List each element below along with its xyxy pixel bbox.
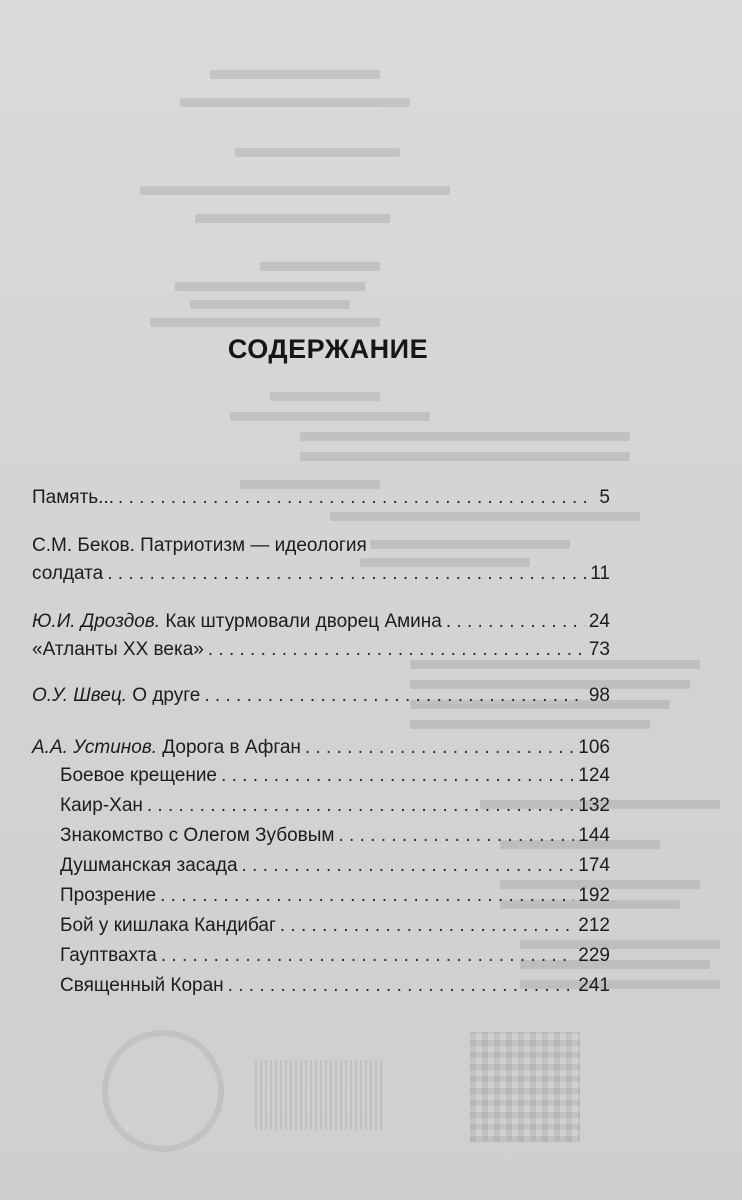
- toc-sub-entry-page: 132: [578, 795, 610, 816]
- toc-leader: [305, 736, 574, 760]
- toc-entry-page: 24: [588, 611, 610, 632]
- toc-sub-entry-page: 241: [578, 975, 610, 996]
- toc-sub-entry-title: Боевое крещение: [60, 765, 218, 786]
- page-title: СОДЕРЖАНИЕ: [227, 334, 429, 364]
- toc-sub-entry-title: Священный Коран: [60, 975, 224, 996]
- toc-leader: [204, 684, 585, 708]
- toc-entry: [32, 684, 610, 708]
- toc-entry: [32, 736, 610, 760]
- toc-entry-title: «Атланты XX века»: [32, 639, 204, 660]
- toc-entry: [32, 610, 610, 634]
- toc-sub-entry-title: Прозрение: [60, 885, 157, 906]
- toc-entry: [32, 638, 610, 662]
- toc-entry-page: 106: [578, 737, 610, 758]
- toc-sub-entry-title: Знакомство с Олегом Зубовым: [60, 825, 335, 846]
- toc-sub-entry-title: Бой у кишлака Кандибаг: [60, 915, 276, 936]
- toc-entry: [32, 486, 610, 510]
- toc-entry-title: Как штурмовали дворец Амина: [160, 611, 442, 632]
- toc-leader: [147, 794, 574, 818]
- toc-entry-page: 5: [599, 487, 610, 508]
- toc-leader: [228, 974, 575, 998]
- toc-sub-entry: [60, 884, 610, 908]
- toc-leader: [118, 486, 595, 510]
- toc-entry-author: О.У. Швец.: [32, 685, 127, 706]
- toc-entry-title-continued: солдата: [32, 563, 104, 584]
- toc-entry-line: [32, 534, 367, 558]
- toc-entry-title: О друге: [126, 685, 201, 706]
- toc-sub-entry: [60, 974, 610, 998]
- age-rating-stamp-show-through: [102, 1030, 224, 1152]
- toc-sub-entry-page: 144: [578, 825, 610, 846]
- toc-entry-author: С.М. Беков.: [32, 535, 135, 556]
- toc-leader: [339, 824, 575, 848]
- toc-sub-entry-page: 212: [578, 915, 610, 936]
- qr-code-show-through: [470, 1032, 580, 1142]
- toc-leader: [221, 764, 574, 788]
- toc-entry-author: Ю.И. Дроздов.: [32, 611, 161, 632]
- toc-sub-entry-page: 174: [578, 855, 610, 876]
- toc-sub-entry-page: 124: [578, 765, 610, 786]
- toc-entry-title: Память...: [32, 487, 115, 508]
- toc-entry-title: Патриотизм — идеология: [134, 535, 367, 556]
- toc-sub-entry-page: 229: [578, 945, 610, 966]
- toc-sub-entry: [60, 914, 610, 938]
- toc-leader: [280, 914, 574, 938]
- toc-leader: [160, 884, 574, 908]
- toc-entry-page: 73: [588, 639, 610, 660]
- toc-entry-page: 98: [588, 685, 610, 706]
- toc-sub-entry: [60, 824, 610, 848]
- toc-sub-entry-title: Гауптвахта: [60, 945, 157, 966]
- toc-sub-entry: [60, 944, 610, 968]
- toc-sub-entry-page: 192: [578, 885, 610, 906]
- toc-leader: [161, 944, 574, 968]
- toc-leader: [208, 638, 585, 662]
- toc-leader: [242, 854, 575, 878]
- toc-sub-entry-title: Каир-Хан: [60, 795, 143, 816]
- toc-leader: [107, 562, 586, 586]
- toc-sub-entry: [60, 764, 610, 788]
- toc-sub-entry-title: Душманская засада: [60, 855, 238, 876]
- toc-sub-entry: [60, 794, 610, 818]
- toc-leader: [446, 610, 585, 634]
- toc-entry-title: Дорога в Афган: [157, 737, 301, 758]
- toc-sub-entry: [60, 854, 610, 878]
- toc-entry-author: А.А. Устинов.: [32, 737, 158, 758]
- toc-entry-page: 11: [590, 563, 610, 584]
- toc-entry: [32, 562, 610, 586]
- barcode-show-through: [255, 1060, 385, 1130]
